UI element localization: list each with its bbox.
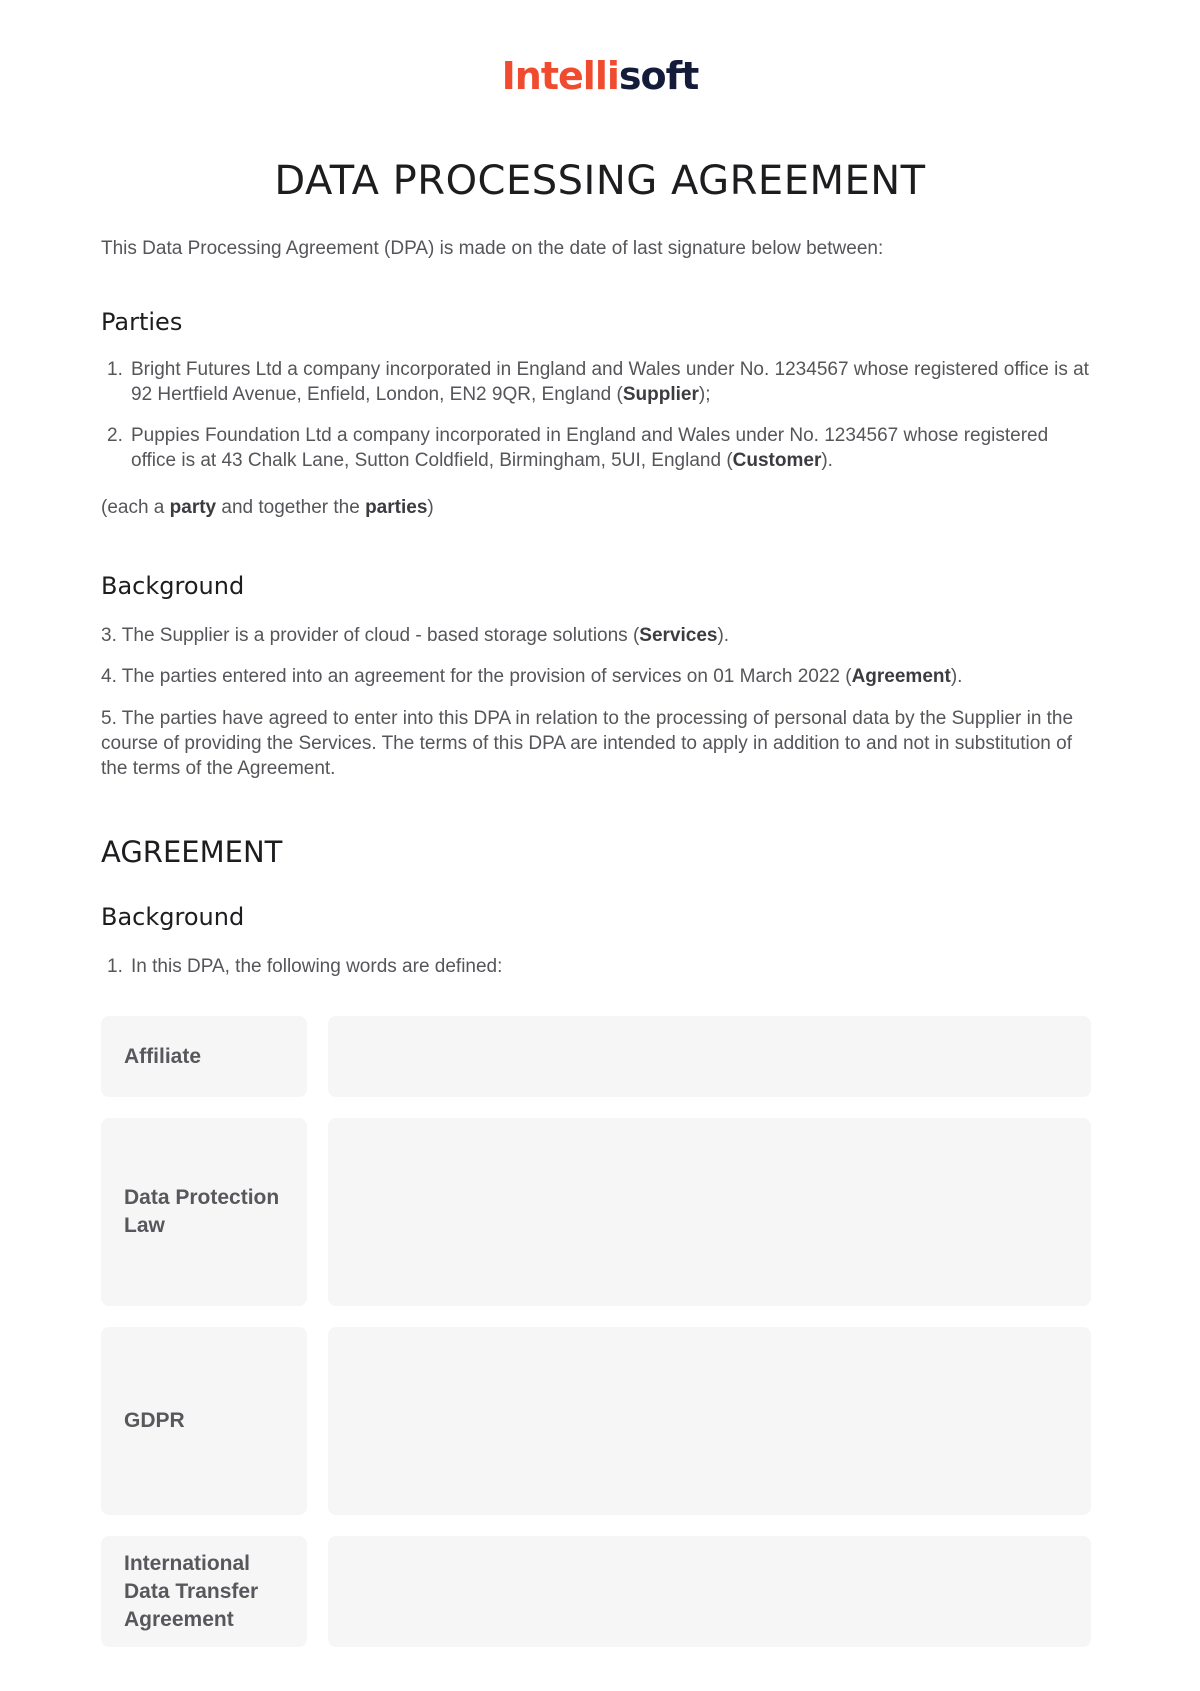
agreement-background-heading: Background <box>101 903 245 931</box>
background-item-4 <box>101 664 1101 689</box>
definition-row-international-data-transfer-agreement <box>101 1536 1091 1647</box>
logo-part-intelli: Intelli <box>501 54 619 98</box>
party-text-end: ). <box>821 450 833 471</box>
background-text-end: ). <box>950 666 963 687</box>
background-text-end: ). <box>717 625 730 646</box>
intro-paragraph: This Data Processing Agreement (DPA) is made on the date of last signature below between: <box>101 238 884 259</box>
background-text: 5. The parties have agreed to enter into this DPA in relation to the processing of personal data by the Supplier in the course of providing the Services. The terms of this DPA are intended to apply in addition to and not in substitution of the terms of the Agreement. <box>101 708 1074 779</box>
party-text-end: ); <box>698 384 711 405</box>
agreement-item-text: In this DPA, the following words are defined: <box>131 956 503 977</box>
definition-row-affiliate <box>101 1016 1091 1097</box>
note-text: ) <box>427 497 434 518</box>
definition-term: International Data Transfer Agreement <box>101 1536 307 1647</box>
note-text: and together the <box>216 497 366 518</box>
definition-row-gdpr <box>101 1327 1091 1515</box>
list-number: 1. <box>107 956 123 977</box>
agreement-item-1 <box>101 954 1091 979</box>
party-text: Bright Futures Ltd a company incorporated in England and Wales under No. 1234567 whose registered office is at 92 Hertfield Avenue, Enfield, London, EN2 9QR, England ( <box>131 359 1089 405</box>
note-term-party: party <box>169 497 217 518</box>
intellisoft-logo <box>0 52 1200 100</box>
definition-term: Affiliate <box>101 1016 307 1097</box>
background-item-5 <box>101 706 1101 781</box>
party-role: Supplier <box>622 384 699 405</box>
parties-heading: Parties <box>101 308 183 336</box>
party-text: Puppies Foundation Ltd a company incorporated in England and Wales under No. 1234567 whose registered office is at 43 Chalk Lane, Sutton Coldfield, Birmingham, 5UI, England ( <box>131 425 1049 471</box>
logo-part-soft: soft <box>618 54 699 98</box>
definition-value <box>328 1016 1091 1097</box>
background-text: 4. The parties entered into an agreement for the provision of services on 01 March 2022 ( <box>101 666 852 687</box>
parties-note <box>101 495 1101 520</box>
party-item-1 <box>101 357 1091 407</box>
note-term-parties: parties <box>365 497 428 518</box>
definition-value <box>328 1118 1091 1306</box>
note-text: (each a <box>101 497 170 518</box>
list-number: 1. <box>107 359 123 380</box>
party-role: Customer <box>732 450 822 471</box>
definition-value <box>328 1327 1091 1515</box>
background-term: Agreement <box>851 666 951 687</box>
background-term: Services <box>639 625 718 646</box>
background-text: 3. The Supplier is a provider of cloud - based storage solutions ( <box>101 625 640 646</box>
background-heading: Background <box>101 572 245 600</box>
definition-term: Data Protection Law <box>101 1118 307 1306</box>
list-number: 2. <box>107 425 123 446</box>
background-item-3 <box>101 623 1101 648</box>
agreement-heading: AGREEMENT <box>101 835 283 869</box>
document-title: DATA PROCESSING AGREEMENT <box>274 158 926 204</box>
party-item-2 <box>101 423 1091 473</box>
definition-term: GDPR <box>101 1327 307 1515</box>
definition-value <box>328 1536 1091 1647</box>
definition-row-data-protection-law <box>101 1118 1091 1306</box>
